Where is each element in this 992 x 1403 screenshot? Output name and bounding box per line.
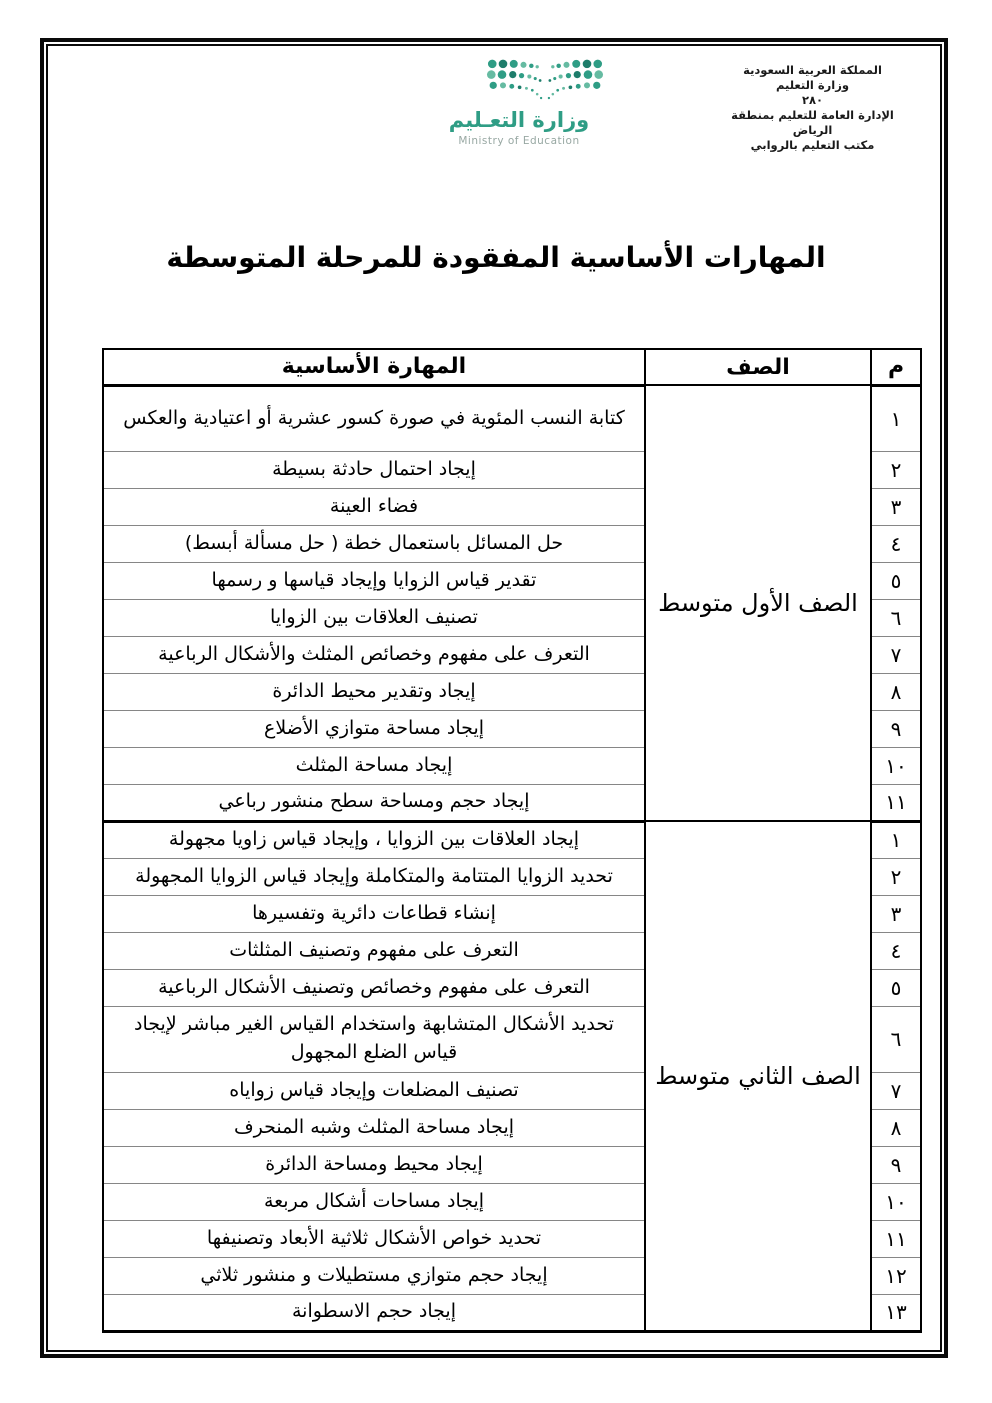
row-number-cell: ١٠ — [871, 1183, 921, 1220]
skill-cell: تحديد الزوايا المتتامة والمتكاملة وإيجاد قياس الزوايا المجهولة — [103, 858, 645, 895]
skill-cell: إيجاد العلاقات بين الزوايا ، وإيجاد قياس زاويا مجهولة — [103, 821, 645, 858]
column-header-grade: الصف — [645, 349, 871, 385]
skill-cell: التعرف على مفهوم وخصائص المثلث والأشكال الرباعية — [103, 636, 645, 673]
skill-cell: إيجاد مساحة متوازي الأضلاع — [103, 710, 645, 747]
skill-cell: إيجاد مساحة المثلث — [103, 747, 645, 784]
skill-cell: التعرف على مفهوم وخصائص وتصنيف الأشكال الرباعية — [103, 969, 645, 1006]
skill-cell: إيجاد احتمال حادثة بسيطة — [103, 451, 645, 488]
skills-table-container — [102, 348, 920, 1333]
row-number-cell: ٩ — [871, 1146, 921, 1183]
skill-cell: إيجاد مساحات أشكال مربعة — [103, 1183, 645, 1220]
row-number-cell: ٥ — [871, 562, 921, 599]
skill-cell: فضاء العينة — [103, 488, 645, 525]
skill-cell: إنشاء قطاعات دائرية وتفسيرها — [103, 895, 645, 932]
row-number-cell: ٥ — [871, 969, 921, 1006]
row-number-cell: ٨ — [871, 1109, 921, 1146]
skill-cell: إيجاد حجم ومساحة سطح منشور رباعي — [103, 784, 645, 821]
header-line-number: ٢٨٠ — [801, 93, 824, 107]
skill-cell: تصنيف العلاقات بين الزوايا — [103, 599, 645, 636]
row-number-cell: ١٠ — [871, 747, 921, 784]
moe-logo-dots-icon — [486, 58, 604, 100]
skill-cell: إيجاد حجم الاسطوانة — [103, 1294, 645, 1331]
row-number-cell: ٩ — [871, 710, 921, 747]
table-row — [103, 385, 921, 451]
grade-span-cell: الصف الأول متوسط — [645, 385, 871, 821]
skill-cell: تحديد خواص الأشكال ثلاثية الأبعاد وتصنيفها — [103, 1220, 645, 1257]
row-number-cell: ١١ — [871, 784, 921, 821]
row-number-cell: ٧ — [871, 1072, 921, 1109]
skill-cell: تقدير قياس الزوايا وإيجاد قياسها و رسمها — [103, 562, 645, 599]
row-number-cell: ٣ — [871, 895, 921, 932]
row-number-cell: ٤ — [871, 525, 921, 562]
column-header-number: م — [871, 349, 921, 385]
row-number-cell: ١١ — [871, 1220, 921, 1257]
skill-cell: تصنيف المضلعات وإيجاد قياس زواياه — [103, 1072, 645, 1109]
table-header-row — [103, 349, 921, 385]
logo-wordmark-english: Ministry of Education — [458, 135, 580, 147]
row-number-cell: ١ — [871, 385, 921, 451]
skill-cell: تحديد الأشكال المتشابهة واستخدام القياس الغير مباشر لإيجاد قياس الضلع المجهول — [103, 1006, 645, 1072]
column-header-skill: المهارة الأساسية — [103, 349, 645, 385]
row-number-cell: ٦ — [871, 1006, 921, 1072]
row-number-cell: ١٢ — [871, 1257, 921, 1294]
header-line-country: المملكة العربية السعودية — [743, 63, 882, 77]
skills-table — [102, 348, 922, 1333]
row-number-cell: ٨ — [871, 673, 921, 710]
row-number-cell: ١ — [871, 821, 921, 858]
ministry-header-block — [710, 63, 915, 153]
row-number-cell: ٧ — [871, 636, 921, 673]
row-number-cell: ٣ — [871, 488, 921, 525]
header-line-administration: الإدارة العامة للتعليم بمنطقة الرياض — [731, 108, 894, 137]
skill-cell: حل المسائل باستعمال خطة ( حل مسألة أبسط) — [103, 525, 645, 562]
skill-cell: إيجاد محيط ومساحة الدائرة — [103, 1146, 645, 1183]
row-number-cell: ١٣ — [871, 1294, 921, 1331]
row-number-cell: ٢ — [871, 858, 921, 895]
skill-cell: إيجاد وتقدير محيط الدائرة — [103, 673, 645, 710]
logo-wordmark-arabic: وزارة التعـليم — [448, 108, 590, 132]
header-line-ministry: وزارة التعليم — [776, 78, 849, 92]
skill-cell: إيجاد مساحة المثلث وشبه المنحرف — [103, 1109, 645, 1146]
row-number-cell: ٤ — [871, 932, 921, 969]
row-number-cell: ٦ — [871, 599, 921, 636]
page-title: المهارات الأساسية المفقودة للمرحلة المتوسطة — [166, 241, 826, 274]
skill-cell: كتابة النسب المئوية في صورة كسور عشرية أو اعتيادية والعكس — [103, 385, 645, 451]
skill-cell: التعرف على مفهوم وتصنيف المثلثات — [103, 932, 645, 969]
skills-table-body — [103, 385, 921, 1331]
grade-span-cell: الصف الثاني متوسط — [645, 821, 871, 1331]
ministry-logo — [424, 58, 614, 147]
table-row — [103, 821, 921, 858]
header-line-office: مكتب التعليم بالروابي — [750, 138, 875, 152]
skill-cell: إيجاد حجم متوازي مستطيلات و منشور ثلاثي — [103, 1257, 645, 1294]
row-number-cell: ٢ — [871, 451, 921, 488]
